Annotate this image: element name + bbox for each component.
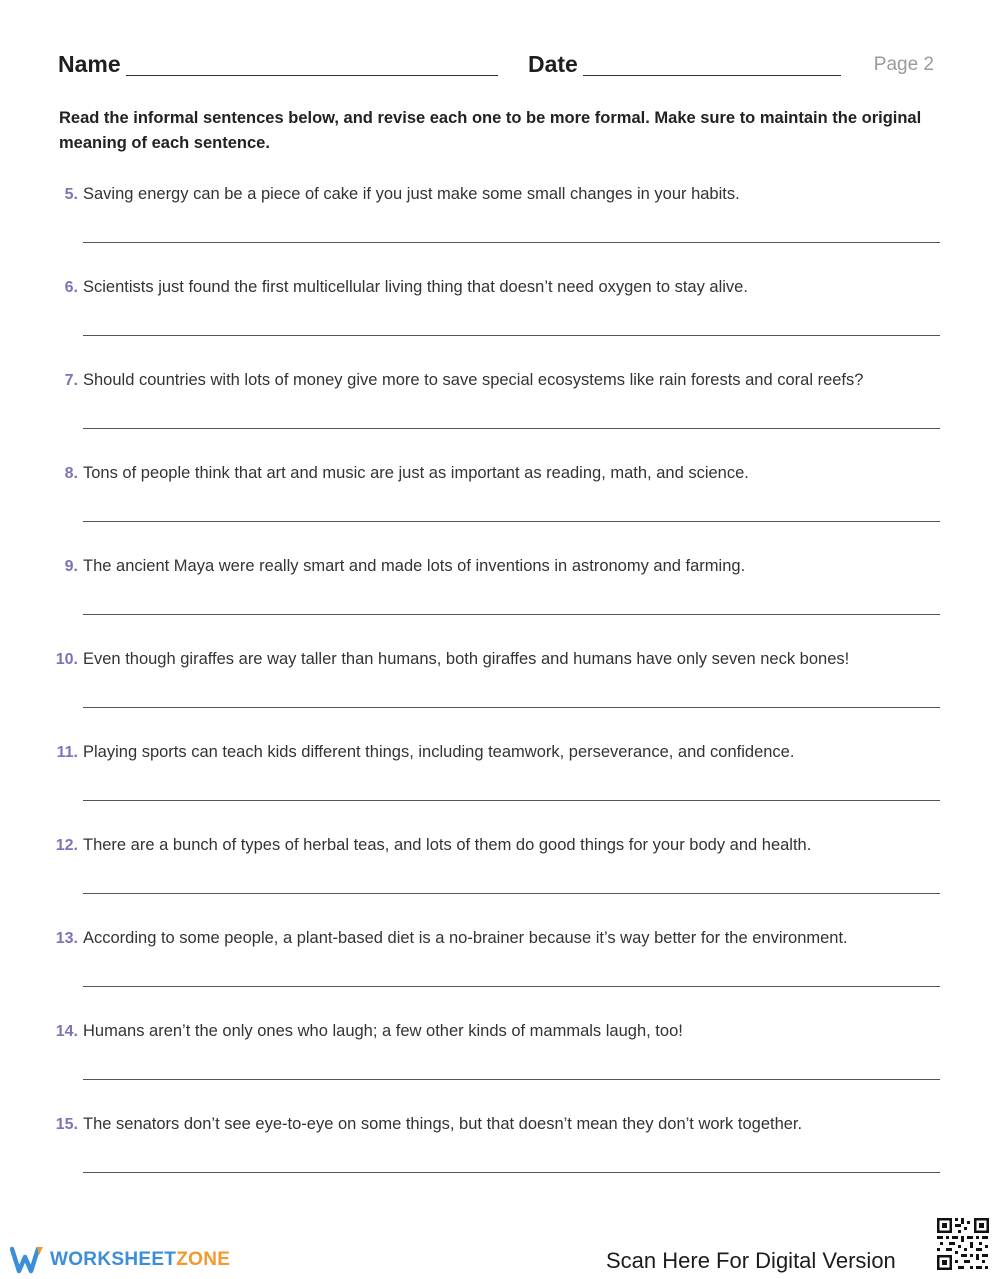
question-item bbox=[0, 180, 1000, 273]
question-item bbox=[0, 459, 1000, 552]
question-text: According to some people, a plant-based diet is a no-brainer because it’s way better for the environment. bbox=[83, 929, 848, 947]
question-text: There are a bunch of types of herbal teas, and lots of them do good things for your body and health. bbox=[83, 836, 812, 854]
answer-line[interactable] bbox=[83, 335, 940, 336]
question-item bbox=[0, 738, 1000, 831]
qr-code-icon[interactable] bbox=[934, 1215, 992, 1273]
page-number: Page 2 bbox=[873, 54, 934, 75]
answer-line[interactable] bbox=[83, 614, 940, 615]
question-item bbox=[0, 273, 1000, 366]
question-text: Humans aren’t the only ones who laugh; a few other kinds of mammals laugh, too! bbox=[83, 1022, 683, 1040]
answer-line[interactable] bbox=[83, 893, 940, 894]
answer-line[interactable] bbox=[83, 1172, 940, 1173]
question-number: 11. bbox=[56, 744, 78, 761]
question-text: Playing sports can teach kids different things, including teamwork, perseverance, and confidence. bbox=[83, 743, 795, 761]
scan-instruction: Scan Here For Digital Version bbox=[606, 1248, 896, 1273]
question-item bbox=[0, 831, 1000, 924]
question-item bbox=[0, 1110, 1000, 1203]
answer-line[interactable] bbox=[83, 800, 940, 801]
logo-text-zone: ZONE bbox=[176, 1249, 231, 1270]
question-number: 6. bbox=[64, 279, 78, 296]
question-item bbox=[0, 1017, 1000, 1110]
question-item bbox=[0, 366, 1000, 459]
answer-line[interactable] bbox=[83, 707, 940, 708]
name-field-line[interactable] bbox=[126, 75, 498, 76]
logo-text-worksheet: WORKSHEET bbox=[50, 1249, 177, 1270]
name-label: Name bbox=[58, 51, 121, 77]
question-number: 14. bbox=[55, 1023, 78, 1040]
question-text: The senators don’t see eye-to-eye on some things, but that doesn’t mean they don’t work together. bbox=[83, 1115, 803, 1133]
question-text: Tons of people think that art and music are just as important as reading, math, and science. bbox=[83, 464, 749, 482]
worksheet-header bbox=[58, 50, 938, 82]
question-number: 7. bbox=[64, 372, 78, 389]
question-number: 9. bbox=[64, 558, 78, 575]
date-field-line[interactable] bbox=[583, 75, 841, 76]
question-item bbox=[0, 924, 1000, 1017]
question-number: 15. bbox=[55, 1116, 78, 1133]
logo-text bbox=[50, 1248, 230, 1272]
question-text: Saving energy can be a piece of cake if you just make some small changes in your habits. bbox=[83, 185, 740, 203]
answer-line[interactable] bbox=[83, 242, 940, 243]
question-number: 12. bbox=[55, 837, 78, 854]
question-item bbox=[0, 645, 1000, 738]
date-label: Date bbox=[528, 51, 578, 77]
answer-line[interactable] bbox=[83, 521, 940, 522]
question-text: The ancient Maya were really smart and made lots of inventions in astronomy and farming. bbox=[83, 557, 746, 575]
instructions: Read the informal sentences below, and revise each one to be more formal. Make sure to maintain the original meaning of each sentence. bbox=[59, 109, 922, 152]
worksheet-zone-logo-icon bbox=[10, 1243, 46, 1275]
answer-line[interactable] bbox=[83, 986, 940, 987]
question-number: 8. bbox=[64, 465, 78, 482]
question-list bbox=[0, 180, 1000, 1203]
question-number: 5. bbox=[64, 186, 78, 203]
answer-line[interactable] bbox=[83, 428, 940, 429]
question-text: Even though giraffes are way taller than humans, both giraffes and humans have only seven neck bones! bbox=[83, 650, 850, 668]
question-text: Should countries with lots of money give more to save special ecosystems like rain forests and coral reefs? bbox=[83, 371, 864, 389]
question-text: Scientists just found the first multicellular living thing that doesn’t need oxygen to stay alive. bbox=[83, 278, 748, 296]
question-item bbox=[0, 552, 1000, 645]
question-number: 13. bbox=[55, 930, 78, 947]
answer-line[interactable] bbox=[83, 1079, 940, 1080]
question-number: 10. bbox=[55, 651, 78, 668]
